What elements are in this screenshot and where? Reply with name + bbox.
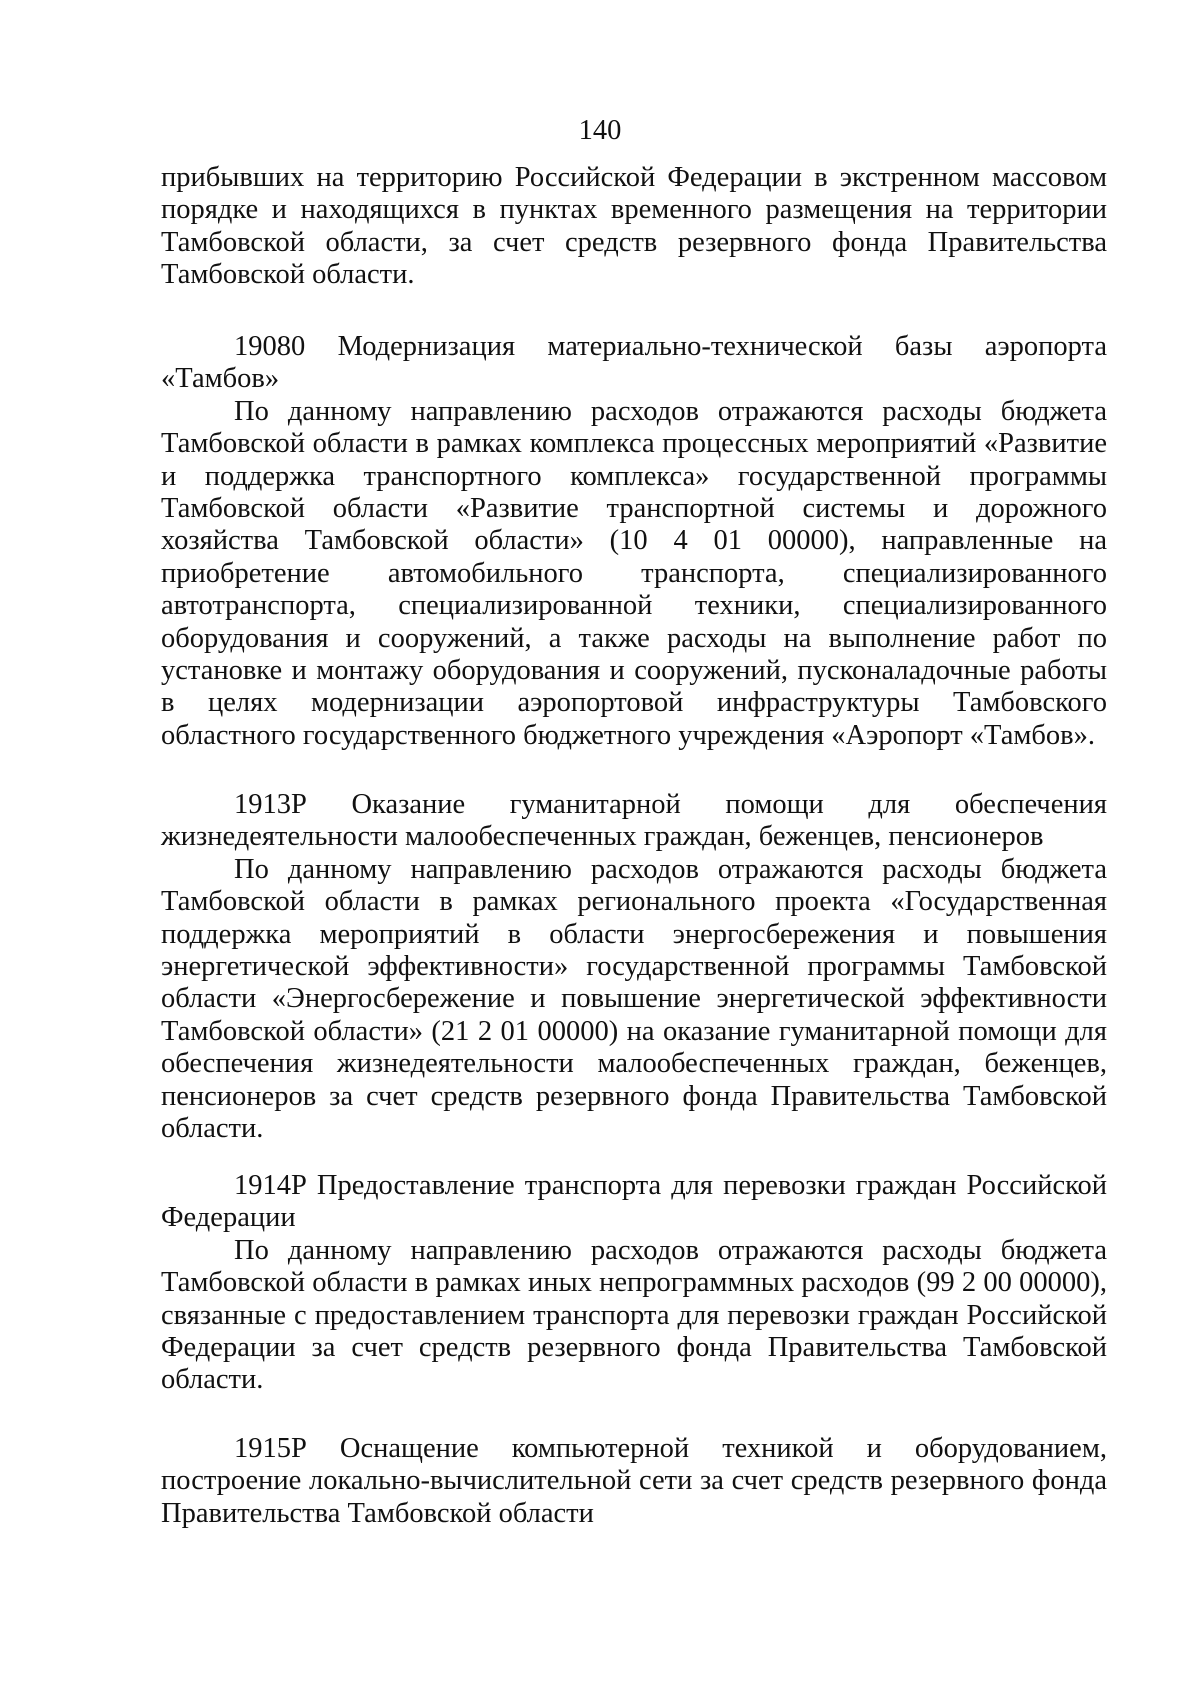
- section-body: По данному направлению расходов отражаются расходы бюджета Тамбовской области в рамках иных непрограммных расходов (99 2 00 00000), связанные с предоставлением транспорта для перевозки граждан Российской Федерации за счет средств резервного фонда Правительства Тамбовской области.: [161, 1234, 1107, 1396]
- section-heading: 1913Р Оказание гуманитарной помощи для обеспечения жизнедеятельности малообеспеченных граждан, беженцев, пенсионеров: [161, 789, 1107, 853]
- section-1914r: [161, 1170, 1107, 1397]
- section-heading: 19080 Модернизация материально-технической базы аэропорта «Тамбов»: [161, 331, 1107, 395]
- section-19080: [161, 331, 1107, 752]
- intro-paragraph: прибывших на территорию Российской Федерации в экстренном массовом порядке и находящихся в пунктах временного размещения на территории Тамбовской области, за счет средств резервного фонда Правительства Тамбовской области.: [161, 162, 1107, 291]
- section-1913r: [161, 789, 1107, 1145]
- section-body: По данному направлению расходов отражаются расходы бюджета Тамбовской области в рамках регионального проекта «Государственная поддержка мероприятий в области энергосбережения и повышения энергетической эффективности» государственной программы Тамбовской области «Энергосбережение и повышение энергетической эффективности Тамбовской области» (21 2 01 00000) на оказание гуманитарной помощи для обеспечения жизнедеятельности малообеспеченных граждан, беженцев, пенсионеров за счет средств резервного фонда Правительства Тамбовской области.: [161, 853, 1107, 1145]
- section-body: По данному направлению расходов отражаются расходы бюджета Тамбовской области в рамках комплекса процессных мероприятий «Развитие и поддержка транспортного комплекса» государственной программы Тамбовской области «Развитие транспортной системы и дорожного хозяйства Тамбовской области» (10 4 01 00000), направленные на приобретение автомобильного транспорта, специализированного автотранспорта, специализированной техники, специализированного оборудования и сооружений, а также расходы на выполнение работ по установке и монтажу оборудования и сооружений, пусконаладочные работы в целях модернизации аэропортовой инфраструктуры Тамбовского областного государственного бюджетного учреждения «Аэропорт «Тамбов».: [161, 395, 1107, 751]
- section-1915r: [161, 1433, 1107, 1530]
- page-number: 140: [578, 115, 622, 146]
- section-heading: 1914Р Предоставление транспорта для перевозки граждан Российской Федерации: [161, 1170, 1107, 1234]
- intro-block: [161, 162, 1107, 292]
- section-heading: 1915Р Оснащение компьютерной техникой и оборудованием, построение локально-вычислительной сети за счет средств резервного фонда Правительства Тамбовской области: [161, 1433, 1107, 1529]
